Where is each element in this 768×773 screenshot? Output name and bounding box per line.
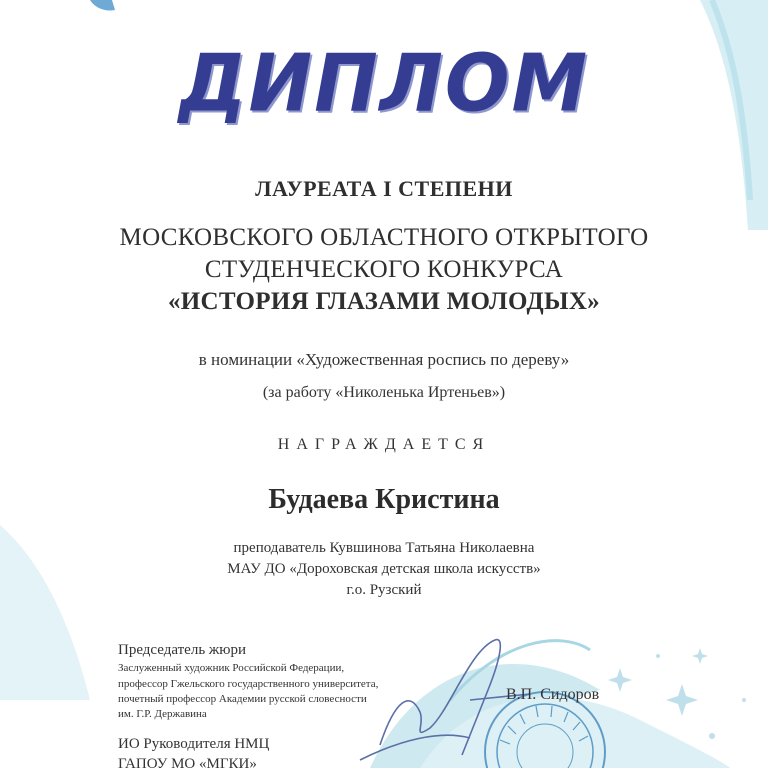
contest-line-1: МОСКОВСКОГО ОБЛАСТНОГО ОТКРЫТОГО	[119, 224, 649, 251]
jury-chair-name: В.П. Сидоров	[506, 686, 600, 703]
nmc-organization: ГАПОУ МО «МГКИ»	[118, 756, 257, 772]
recipient-name: Будаева Кристина	[268, 484, 500, 515]
jury-title-line: Заслуженный художник Российской Федерации,	[118, 662, 345, 674]
nomination: в номинации «Художественная роспись по дереву»	[198, 350, 570, 369]
nmc-head-role: ИО Руководителя НМЦ	[118, 736, 270, 752]
teacher-name: преподаватель Кувшинова Татьяна Николаевна	[233, 540, 535, 556]
contest-line-2: СТУДЕНЧЕСКОГО КОНКУРСА	[204, 256, 564, 283]
work-title: (за работу «Николенька Иртеньев»)	[262, 384, 506, 401]
jury-chair-role: Председатель жюри	[118, 642, 247, 658]
jury-title-line: почетный профессор Академии русской словесности	[118, 693, 367, 705]
jury-title-line: профессор Гжельского государственного университета,	[118, 678, 379, 690]
city-name: г.о. Рузский	[346, 582, 422, 598]
contest-name: «ИСТОРИЯ ГЛАЗАМИ МОЛОДЫХ»	[168, 288, 600, 315]
jury-title-line: им. Г.Р. Державина	[118, 708, 207, 720]
diploma-title: ДИПЛОМ	[178, 35, 590, 130]
awarded-label: НАГРАЖДАЕТСЯ	[277, 436, 491, 453]
laureate-degree: ЛАУРЕАТА I СТЕПЕНИ	[255, 176, 513, 201]
school-name: МАУ ДО «Дороховская детская школа искусств»	[227, 561, 541, 577]
